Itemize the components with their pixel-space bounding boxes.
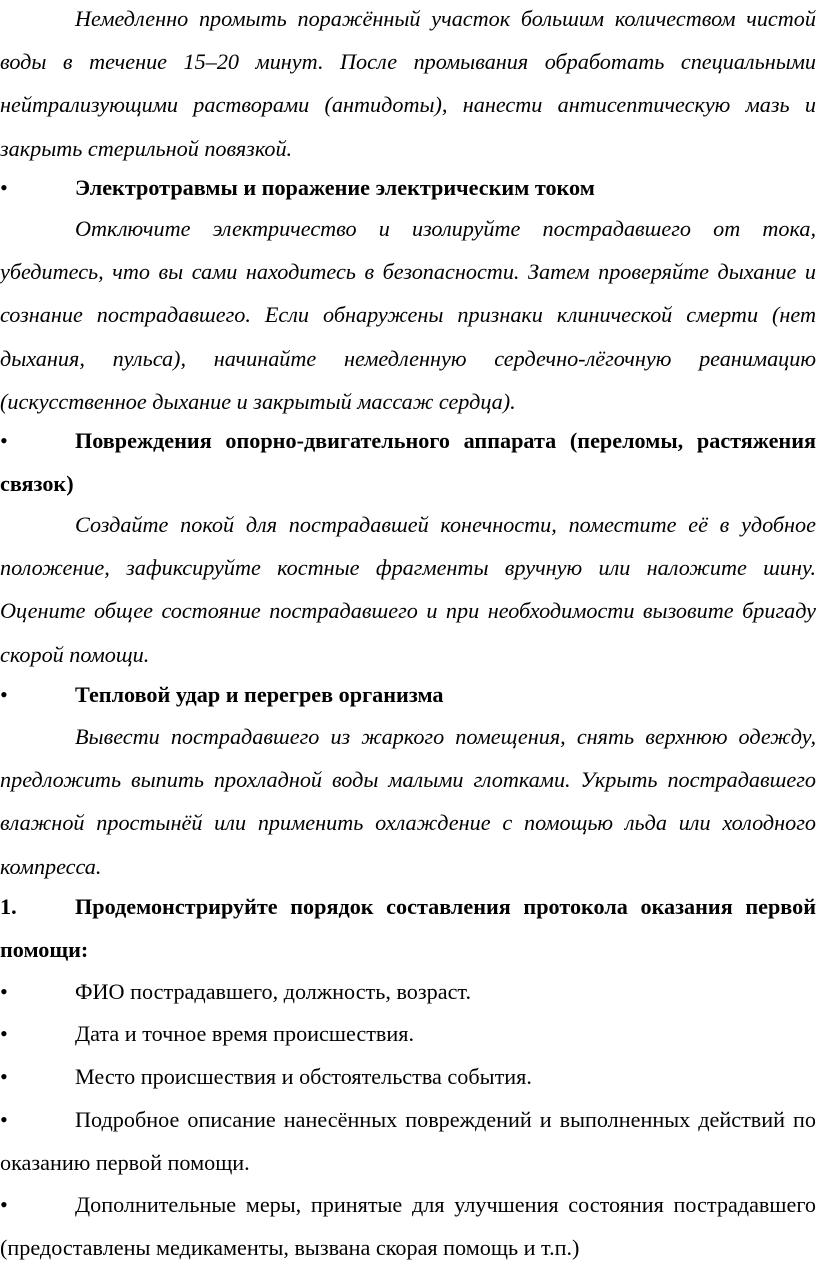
question-number: 1. — [0, 894, 17, 919]
paragraph-text: Вывести пострадавшего из жаркого помещения, снять верхнюю одежду, предложить выпить прохладной воды малыми глотками. Укрыть пострадавшего влажной простынёй или применить охлаждение с помощью льда или холодного компресса. — [0, 724, 816, 879]
question-heading — [0, 885, 816, 971]
heading-text: Повреждения опорно-двигательного аппарата (переломы, растяжения связок) — [0, 428, 816, 497]
list-item-text: ФИО пострадавшего, должность, возраст. — [75, 979, 471, 1004]
list-item — [0, 1183, 816, 1269]
bullet-icon: • — [0, 428, 8, 453]
heading-text: Тепловой удар и перегрев организма — [75, 682, 444, 707]
bullet-icon: • — [0, 1107, 8, 1132]
heading-heatstroke — [0, 673, 816, 716]
bullet-icon: • — [0, 1021, 8, 1046]
list-item — [0, 1012, 816, 1055]
bullet-icon: • — [0, 979, 8, 1004]
bullet-icon: • — [0, 682, 8, 707]
list-item — [0, 1098, 816, 1184]
bullet-icon: • — [0, 1192, 8, 1217]
list-item-text: Место происшествия и обстоятельства события. — [75, 1064, 532, 1089]
bullet-icon: • — [0, 1064, 8, 1089]
paragraph-heatstroke-care — [0, 715, 816, 888]
paragraph-chemical-burn-care — [0, 0, 816, 170]
list-item-text: Подробное описание нанесённых повреждений и выполненных действий по оказанию первой помощи. — [0, 1107, 816, 1176]
paragraph-text: Отключите электричество и изолируйте пострадавшего от тока, убедитесь, что вы сами находитесь в безопасности. Затем проверяйте дыхание и сознание пострадавшего. Если обнаружены признаки клинической смерти (нет дыхания, пульса), начинайте немедленную сердечно-лёгочную реанимацию (искусственное дыхание и закрытый массаж сердца). — [0, 216, 816, 414]
question-text: Продемонстрируйте порядок составления протокола оказания первой помощи: — [0, 894, 816, 963]
paragraph-text: Создайте покой для пострадавшей конечности, поместите её в удобное положение, зафиксируйте костные фрагменты вручную или наложите шину. Оцените общее состояние пострадавшего и при необходимости вызовите бригаду скорой помощи. — [0, 512, 816, 667]
paragraph-musculoskeletal-care — [0, 503, 816, 676]
list-item-text: Дата и точное время происшествия. — [75, 1021, 415, 1046]
heading-musculoskeletal-injury — [0, 419, 816, 505]
heading-electrical-injury — [0, 166, 816, 209]
paragraph-electrical-injury-care — [0, 207, 816, 423]
paragraph-text: Немедленно промыть поражённый участок большим количеством чистой воды в течение 15–20 минут. После промывания обработать специальными нейтрализующими растворами (антидоты), нанести антисептическую мазь и закрыть стерильной повязкой. — [0, 6, 816, 161]
heading-text: Электротравмы и поражение электрическим током — [75, 175, 595, 200]
list-item — [0, 1055, 816, 1098]
list-item-text: Дополнительные меры, принятые для улучшения состояния пострадавшего (предоставлены медикаменты, вызвана скорая помощь и т.п.) — [0, 1192, 816, 1261]
list-item — [0, 970, 816, 1013]
bullet-icon: • — [0, 175, 8, 200]
